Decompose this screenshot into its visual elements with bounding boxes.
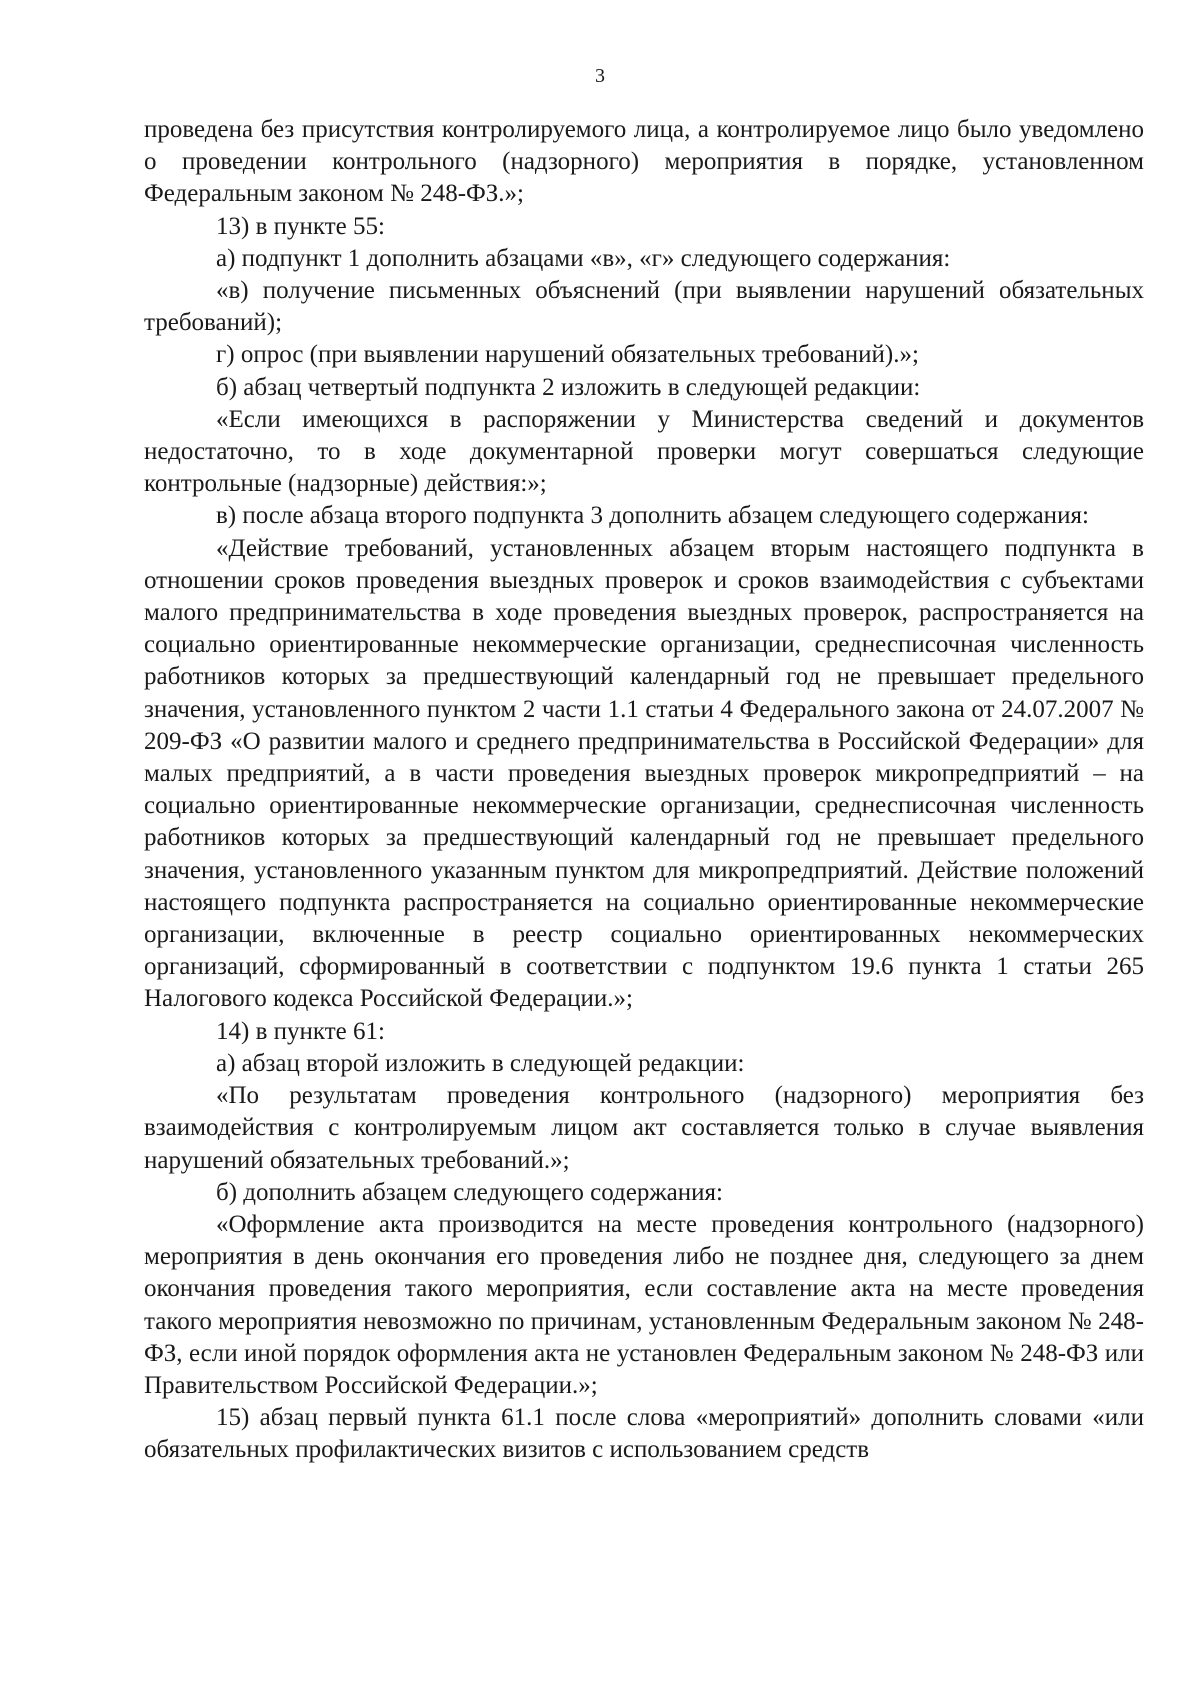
- paragraph: б) абзац четвертый подпункта 2 изложить в следующей редакции:: [216, 373, 921, 401]
- page-number: 3: [595, 65, 605, 87]
- paragraph: б) дополнить абзацем следующего содержания:: [216, 1178, 723, 1206]
- paragraph: «Действие требований, установленных абзацем вторым настоящего подпункта в отношении сроков проведения выездных проверок и сроков взаимодействия с субъектами малого предпринимательства в ходе проведения выездных проверок, распространяется на социально ориентированные некоммерческие организации, среднесписочная численность работников которых за предшествующий календарный год не превышает предельного значения, установленного пунктом 2 части 1.1 статьи 4 Федерального закона от 24.07.2007 № 209-ФЗ «О развитии малого и среднего предпринимательства в Российской Федерации» для малых предприятий, а в части проведения выездных проверок микропредприятий – на социально ориентированные некоммерческие организации, среднесписочная численность работников которых за предшествующий календарный год не превышает предельного значения, установленного указанным пунктом для микропредприятий. Действие положений настоящего подпункта распространяется на социально ориентированные некоммерческие организации, включенные в реестр социально ориентированных некоммерческих организаций, сформированный в соответствии с подпунктом 19.6 пункта 1 статьи 265 Налогового кодекса Российской Федерации.»;: [144, 534, 1144, 1013]
- paragraph: проведена без присутствия контролируемого лица, а контролируемое лицо было уведомлено о проведении контрольного (надзорного) мероприятия в порядке, установленном Федеральным законом № 248-ФЗ.»;: [144, 116, 1144, 208]
- paragraph: «Если имеющихся в распоряжении у Министерства сведений и документов недостаточно, то в ходе документарной проверки могут совершаться следующие контрольные (надзорные) действия:»;: [144, 405, 1144, 498]
- paragraph: «По результатам проведения контрольного (надзорного) мероприятия без взаимодействия с контролируемым лицом акт составляется только в случае выявления нарушений обязательных требований.»;: [144, 1082, 1144, 1174]
- paragraph: «в) получение письменных объяснений (при выявлении нарушений обязательных требований);: [144, 277, 1144, 337]
- paragraph: 13) в пункте 55:: [216, 212, 385, 240]
- paragraph: а) абзац второй изложить в следующей редакции:: [216, 1049, 745, 1077]
- paragraph: 14) в пункте 61:: [216, 1017, 385, 1045]
- document-body: [144, 114, 1144, 1467]
- paragraph: а) подпункт 1 дополнить абзацами «в», «г» следующего содержания:: [216, 244, 951, 272]
- paragraph: в) после абзаца второго подпункта 3 дополнить абзацем следующего содержания:: [216, 502, 1089, 530]
- paragraph: г) опрос (при выявлении нарушений обязательных требований).»;: [216, 341, 919, 369]
- paragraph: 15) абзац первый пункта 61.1 после слова «мероприятий» дополнить словами «или обязательных профилактических визитов с использованием средств: [144, 1404, 1144, 1464]
- paragraph: «Оформление акта производится на месте проведения контрольного (надзорного) мероприятия в день окончания его проведения либо не позднее дня, следующего за днем окончания проведения такого мероприятия, если составление акта на месте проведения такого мероприятия невозможно по причинам, установленным Федеральным законом № 248-ФЗ, если иной порядок оформления акта не установлен Федеральным законом № 248-ФЗ или Правительством Российской Федерации.»;: [144, 1210, 1144, 1399]
